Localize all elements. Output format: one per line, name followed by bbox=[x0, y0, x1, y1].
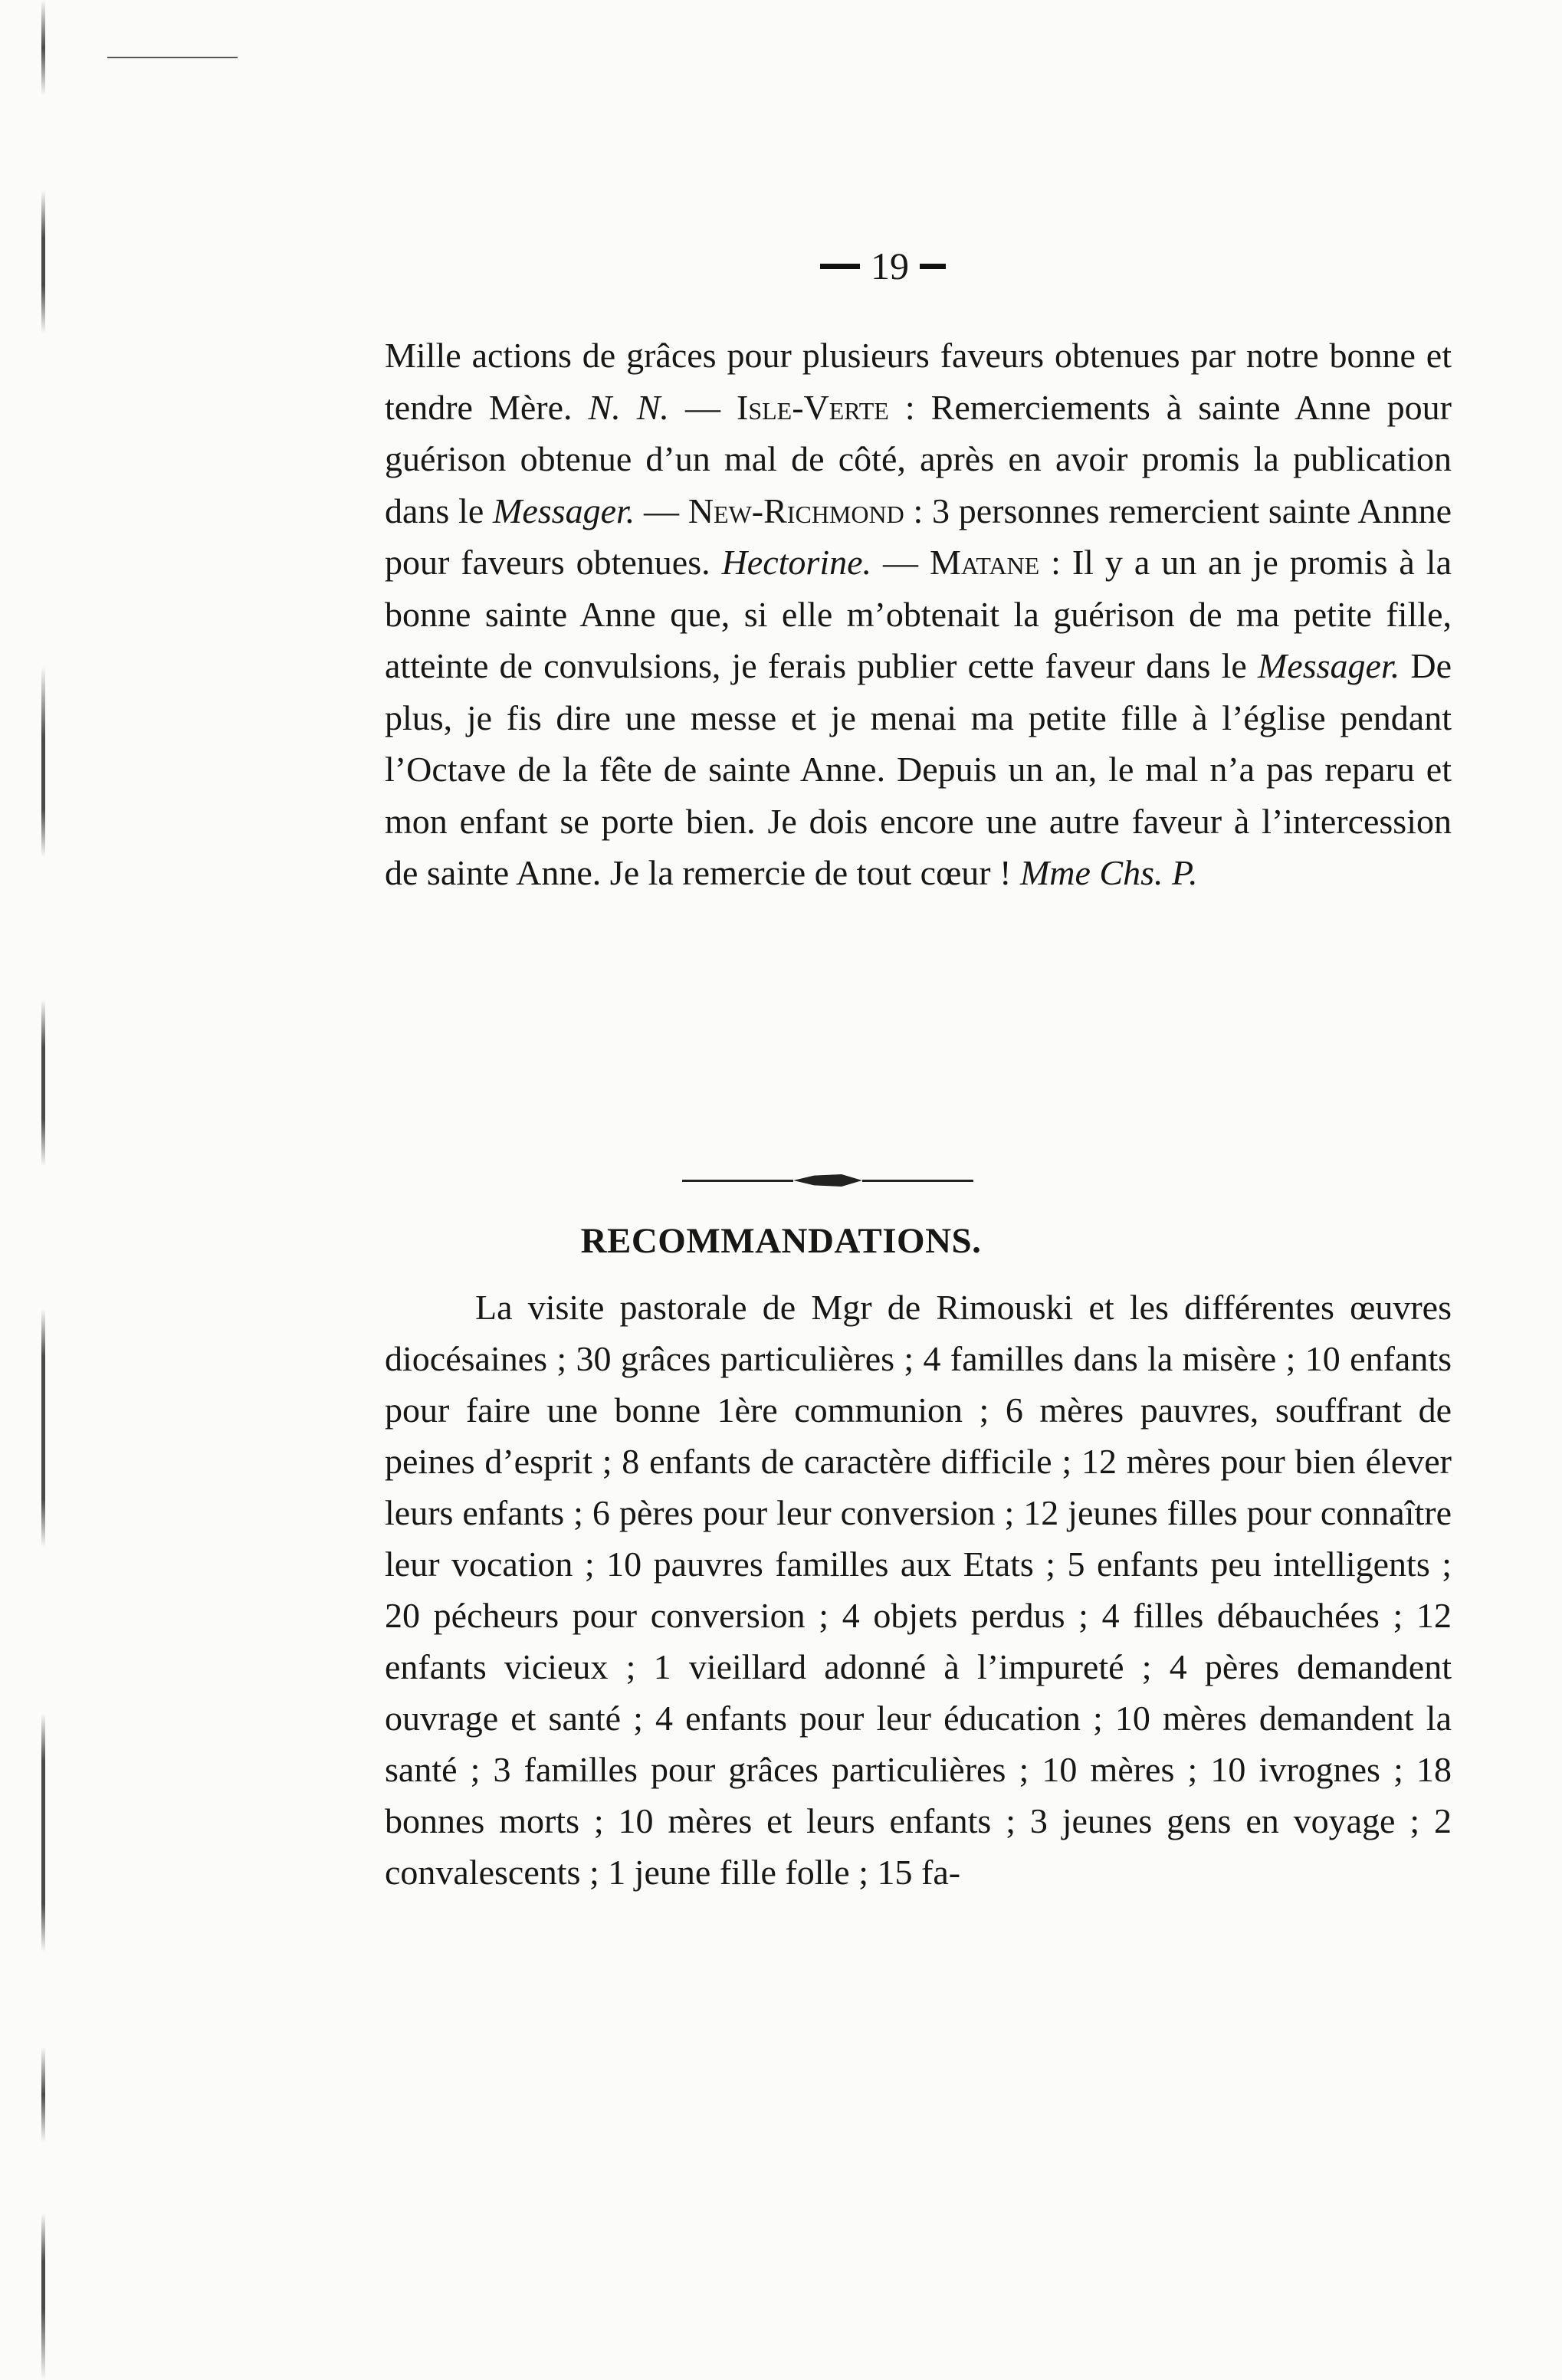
body-segment-13: : Il y a un an je promis à la bonne sainte Anne que, si elle m’obtenait la guérison de ma petite fille, atteinte de convulsions, je ferais publier cette faveur dans le bbox=[385, 543, 1452, 685]
header-dash-right bbox=[920, 264, 946, 269]
signature-mme-chs-p: Mme Chs. P. bbox=[1019, 853, 1198, 892]
signature-nn: N. N. bbox=[588, 387, 669, 427]
body-segment-3: — bbox=[668, 387, 737, 427]
signature-hectorine: Hectorine. bbox=[721, 543, 872, 582]
place-isle-verte: Isle-Verte bbox=[737, 387, 889, 427]
header-dash-left bbox=[820, 264, 860, 269]
divider-ornament bbox=[793, 1174, 862, 1187]
body-segment-11: — bbox=[871, 543, 930, 582]
messager-title-1: Messager. bbox=[493, 491, 635, 530]
place-new-richmond: New-Richmond bbox=[687, 491, 904, 530]
body-text bbox=[385, 330, 1452, 899]
section-title: RECOMMANDATIONS. bbox=[580, 1221, 982, 1261]
body-segment-7: — bbox=[635, 491, 688, 530]
recommendations-text bbox=[385, 1282, 1452, 1898]
page-header bbox=[820, 247, 946, 285]
divider-line-right bbox=[862, 1180, 973, 1182]
recommendations-content: La visite pastorale de Mgr de Rimouski et les différentes œuvres diocésaines ; 30 grâces particulières ; 4 familles dans la misère ; 10 enfants pour faire une bonne 1ère communion ; 6 mères pauvres, souffrant de peines d’esprit ; 8 enfants de caractère difficile ; 12 mères pour bien élever leurs enfants ; 6 pères pour leur conversion ; 12 jeunes filles pour connaître leur vocation ; 10 pauvres familles aux Etats ; 5 enfants peu intelligents ; 20 pécheurs pour conversion ; 4 objets perdus ; 4 filles débauchées ; 12 enfants vicieux ; 1 vieillard adonné à l’impureté ; 4 pères demandent ouvrage et santé ; 4 enfants pour leur éducation ; 10 mères demandent la santé ; 3 familles pour grâces particulières ; 10 mères ; 10 ivrognes ; 18 bonnes morts ; 10 mères et leurs enfants ; 3 jeunes gens en voyage ; 2 convalescents ; 1 jeune fille folle ; 15 fa- bbox=[385, 1288, 1452, 1892]
binding-edge-artifact bbox=[41, 0, 45, 2380]
messager-title-2: Messager. bbox=[1257, 646, 1400, 685]
page-number: 19 bbox=[871, 245, 909, 287]
body-paragraph bbox=[385, 330, 1452, 899]
top-rule bbox=[107, 57, 238, 58]
section-divider bbox=[682, 1173, 973, 1188]
place-matane: Matane bbox=[929, 543, 1040, 582]
body-segment-5: : Remerciements à sainte Anne pour guérison obtenue d’un mal de côté, après en avoir promis la publication dans le bbox=[385, 387, 1452, 530]
body-segment-1: Mille actions de grâces pour plusieurs faveurs obtenues par notre bonne et tendre Mère. bbox=[385, 336, 1452, 427]
divider-line-left bbox=[682, 1180, 793, 1182]
body-segment-9: : 3 personnes remercient sainte Annne pour faveurs obtenues. bbox=[385, 491, 1452, 582]
body-segment-15: De plus, je fis dire une messe et je menai ma petite fille à l’église pendant l’Octave de la fête de sainte Anne. Depuis un an, le mal n’a pas reparu et mon enfant se porte bien. Je dois encore une autre faveur à l’intercession de sainte Anne. Je la remercie de tout cœur ! bbox=[385, 646, 1452, 892]
